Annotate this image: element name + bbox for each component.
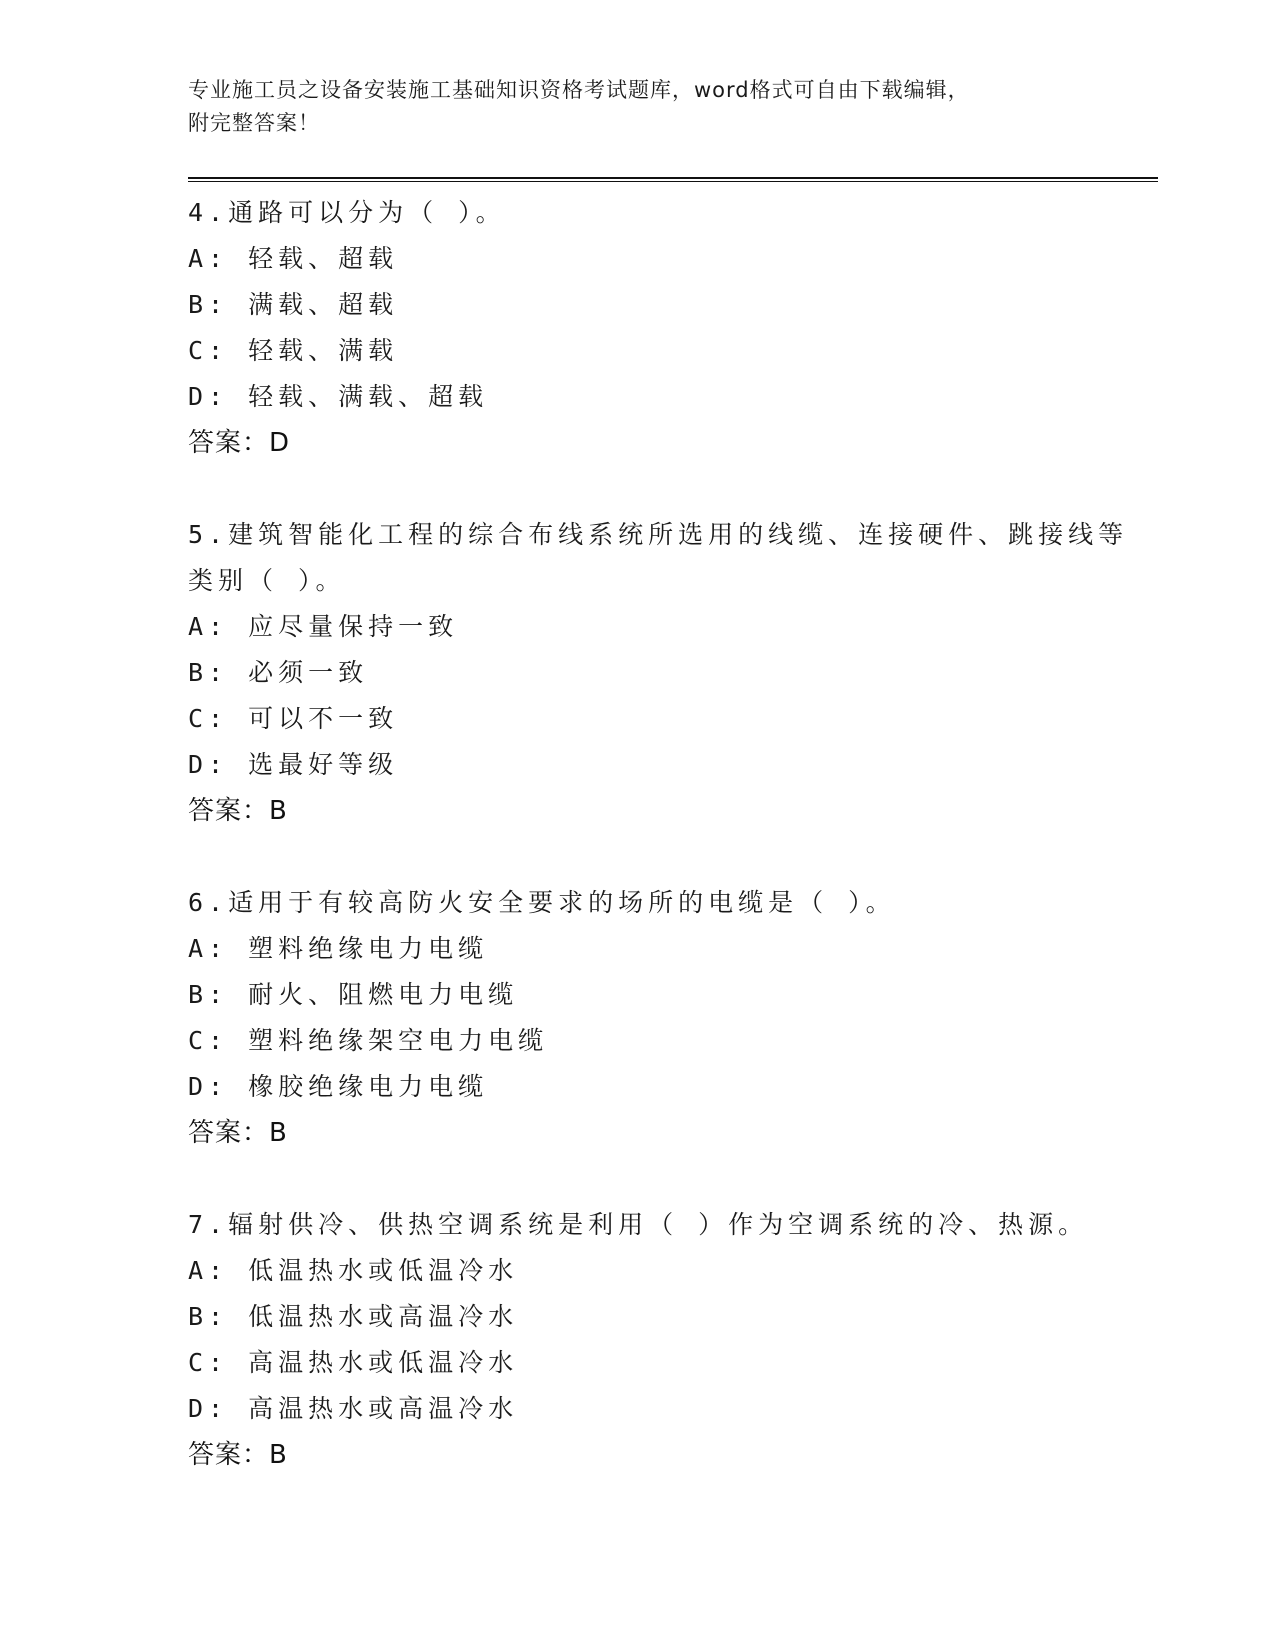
option-b: B: 必须一致 [188,658,369,687]
document-header [188,74,1068,140]
question-list [188,190,1148,1524]
question-text: 5.建筑智能化工程的综合布线系统所选用的线缆、连接硬件、跳接线等类别（ ）。 [188,520,1129,595]
question-text: 7.辐射供冷、供热空调系统是利用（ ）作为空调系统的冷、热源。 [188,1210,1089,1239]
question-text: 6.适用于有较高防火安全要求的场所的电缆是（ ）。 [188,888,896,917]
option-a: A: 应尽量保持一致 [188,612,459,641]
option-b: B: 满载、超载 [188,290,399,319]
option-a: A: 轻载、超载 [188,244,399,273]
answer-label: 答案：B [188,1440,288,1470]
question-4 [188,190,1148,466]
question-5 [188,512,1148,834]
option-a: A: 塑料绝缘电力电缆 [188,934,489,963]
question-6 [188,880,1148,1156]
answer-label: 答案：D [188,428,291,458]
option-b: B: 低温热水或高温冷水 [188,1302,519,1331]
header-line-1: 专业施工员之设备安装施工基础知识资格考试题库，word格式可自由下载编辑， [188,78,970,102]
option-d: D: 选最好等级 [188,750,399,779]
header-divider [188,177,1158,182]
option-c: C: 高温热水或低温冷水 [188,1348,519,1377]
option-c: C: 轻载、满载 [188,336,399,365]
question-text: 4.通路可以分为（ ）。 [188,198,506,227]
answer-label: 答案：B [188,796,288,826]
option-d: D: 轻载、满载、超载 [188,382,489,411]
question-7 [188,1202,1148,1478]
option-a: A: 低温热水或低温冷水 [188,1256,519,1285]
option-d: D: 橡胶绝缘电力电缆 [188,1072,489,1101]
option-b: B: 耐火、阻燃电力电缆 [188,980,519,1009]
option-c: C: 可以不一致 [188,704,399,733]
answer-label: 答案：B [188,1118,288,1148]
option-d: D: 高温热水或高温冷水 [188,1394,519,1423]
option-c: C: 塑料绝缘架空电力电缆 [188,1026,549,1055]
header-line-2: 附完整答案！ [188,111,320,135]
